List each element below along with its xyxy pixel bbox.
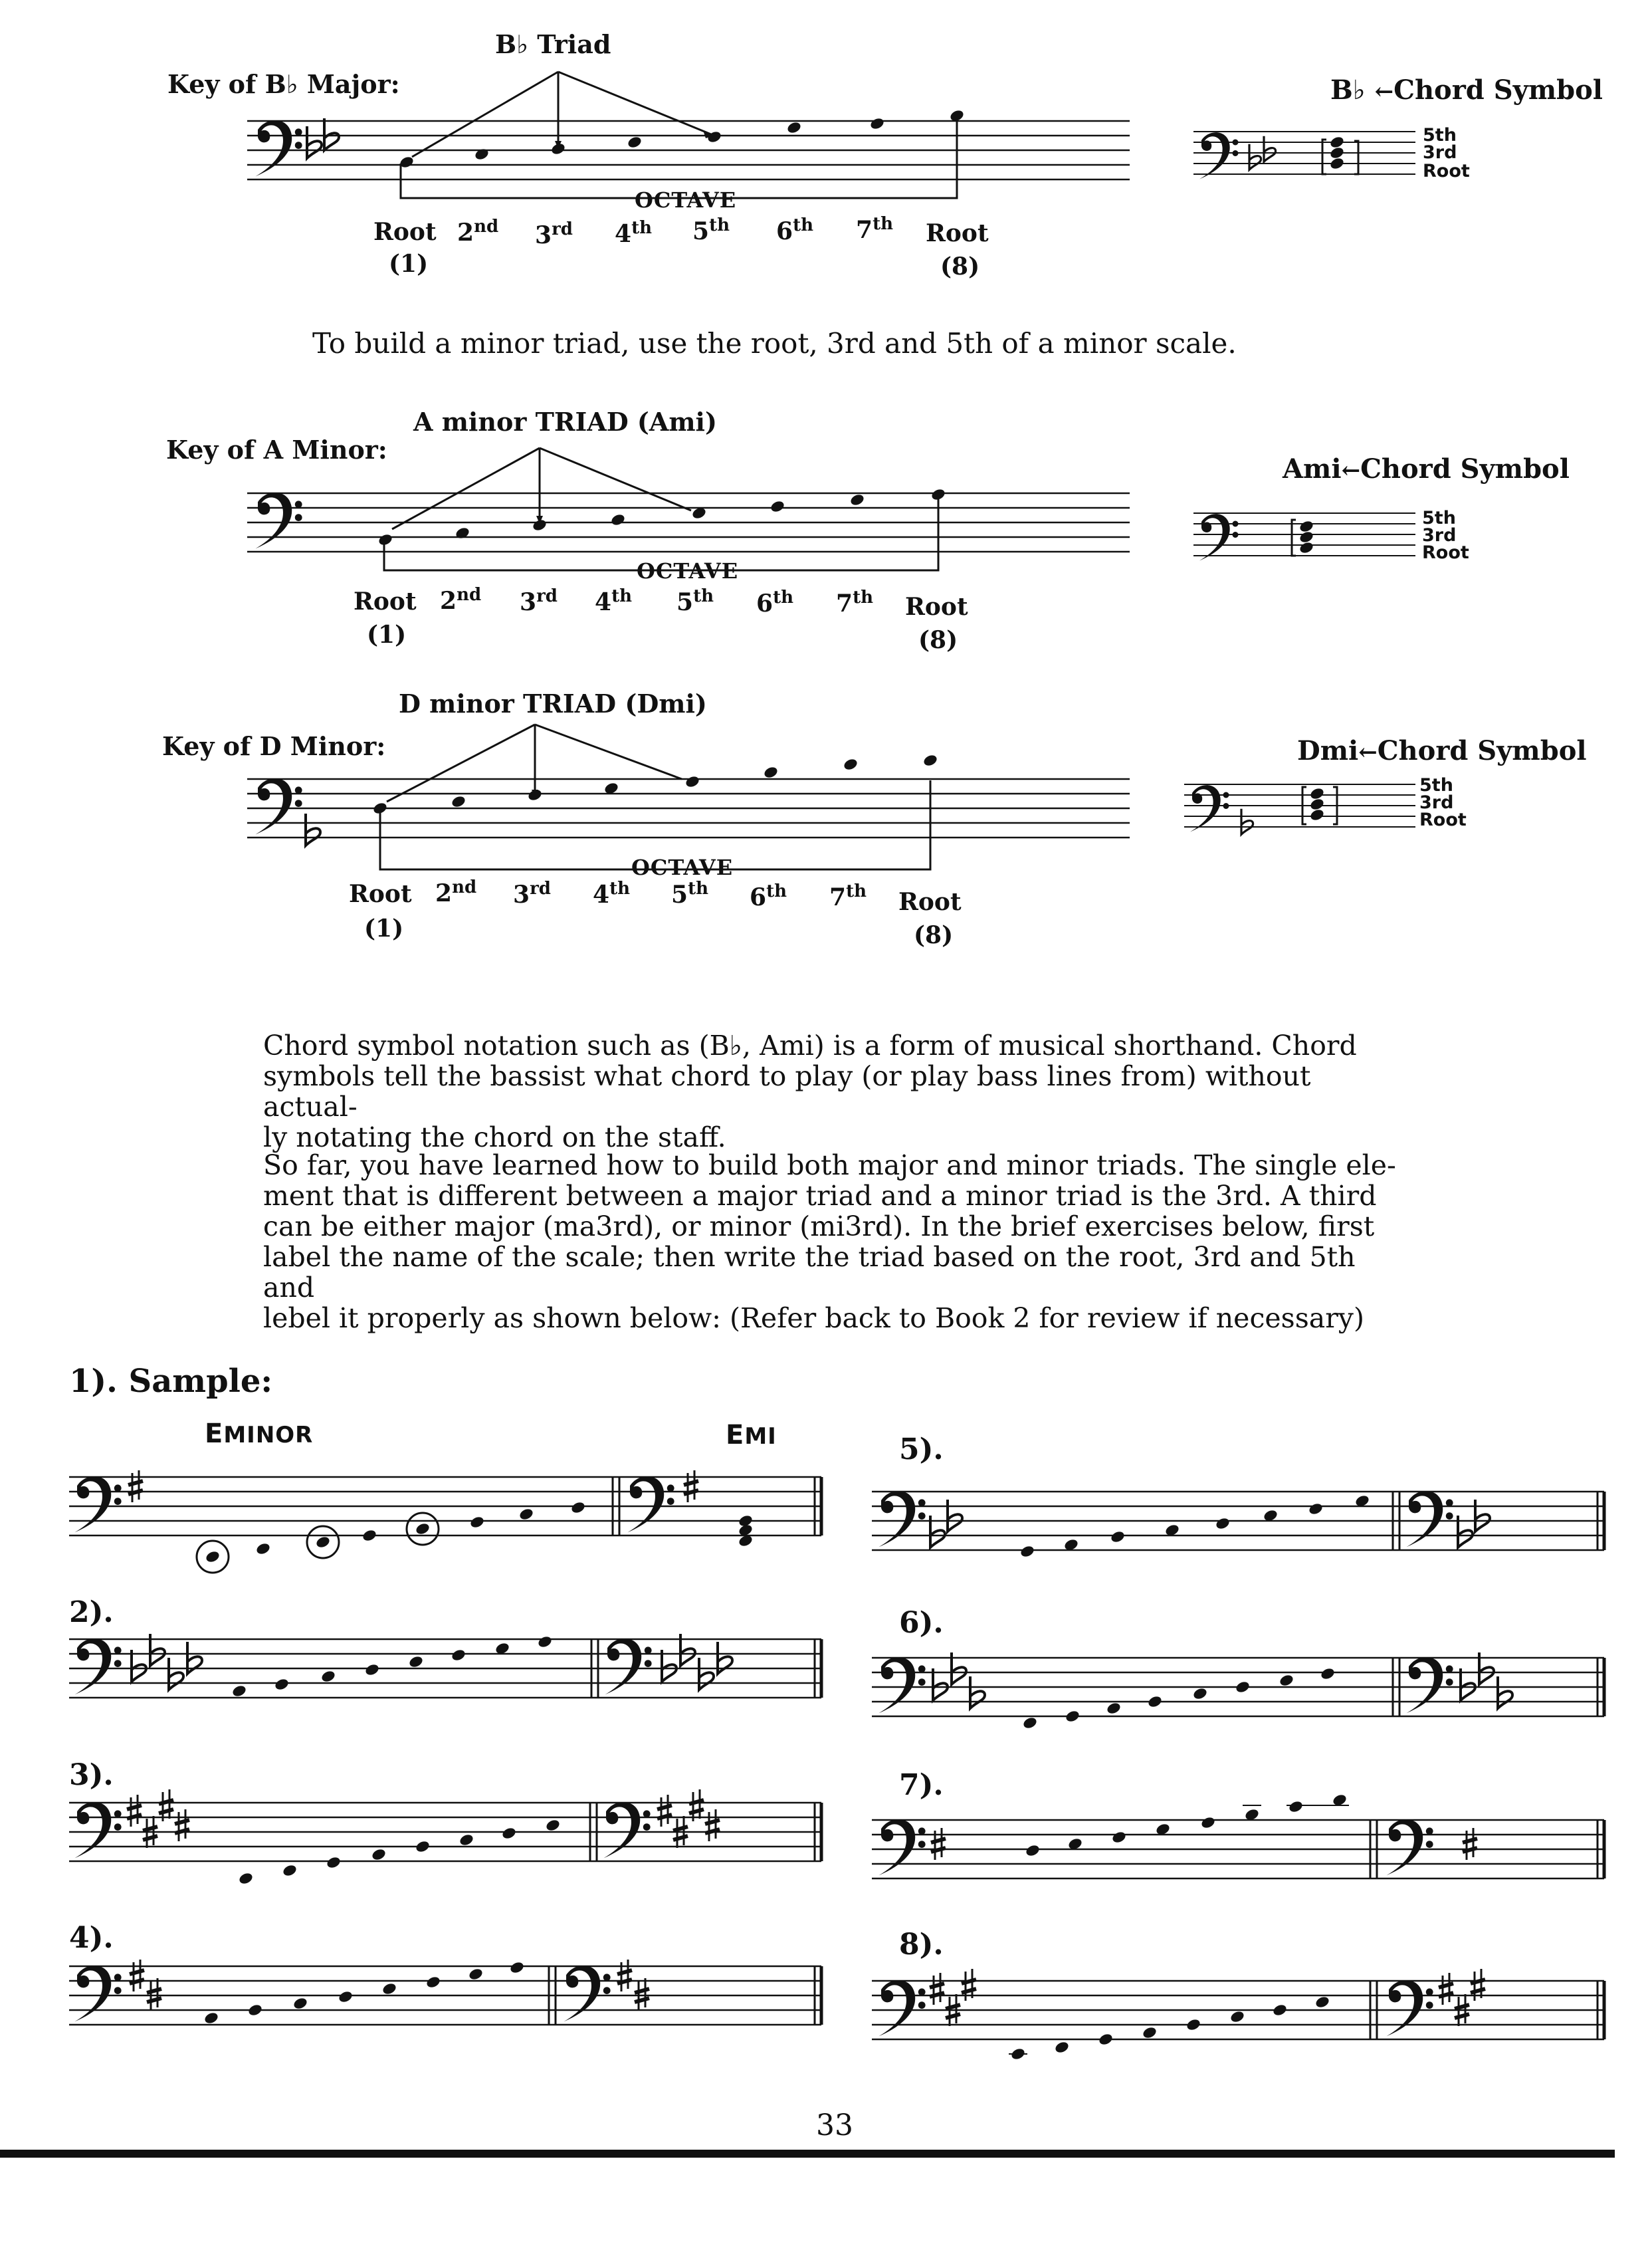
sample-scale-name: EMINOR: [205, 1418, 314, 1449]
ami-degree-1-num: (1): [367, 621, 407, 649]
exercise-5-label: 5).: [899, 1432, 944, 1466]
bb-degree-7th: 7th: [856, 214, 893, 244]
dmi-degree-6th: 6th: [750, 881, 787, 911]
triads-instruction-paragraph: So far, you have learned how to build both major and minor triads. The single ele- ment that is different between a major triad and a minor triad is the 3rd. A third can be either major (ma3rd), or minor (mi3rd). In the brief exercises below, first label the name of the scale; then write the triad based on the root, 3rd and 5th and lebel it properly as shown below: (Refer back to Book 2 for review if necessary): [263, 1149, 1396, 1334]
ami-staff: [247, 448, 1415, 570]
bb-scale-notes: [399, 108, 965, 169]
bb-chord-5th: 5th: [1423, 125, 1457, 146]
bb-major-staff: [247, 72, 1415, 198]
exercise-2-staff: [69, 1634, 821, 1698]
ami-chord-3rd: 3rd: [1422, 525, 1457, 546]
exercise-4-staff: [69, 1960, 821, 2025]
ami-chord-5th: 5th: [1422, 508, 1456, 528]
bb-chord-symbol: B♭ ←Chord Symbol: [1330, 74, 1603, 106]
exercise-6-staff: [872, 1652, 1604, 1730]
bb-degree-3rd: 3rd: [535, 219, 573, 249]
exercise-3-label: 3).: [69, 1758, 114, 1792]
bb-degree-root-8: Root: [926, 219, 989, 247]
exercise-8-staff: [872, 1969, 1604, 2061]
exercise-1-staff: [69, 1470, 821, 1573]
bb-degree-4th: 4th: [615, 218, 652, 248]
exercise-7-label: 7).: [899, 1768, 944, 1802]
ami-degree-5th: 5th: [676, 586, 714, 616]
ami-degree-8-num: (8): [918, 626, 958, 654]
exercise-3-staff: [69, 1789, 821, 1886]
exercise-1-sample-label: 1). Sample:: [69, 1363, 273, 1400]
bb-degree-5th: 5th: [692, 215, 730, 245]
ami-chord-root: Root: [1422, 542, 1469, 563]
dmi-degree-5th: 5th: [671, 879, 708, 909]
ami-degree-7th: 7th: [836, 588, 873, 618]
ami-degree-2nd: 2nd: [440, 585, 482, 615]
bb-key-label: Key of B♭ Major:: [167, 69, 400, 99]
exercise-6-label: 6).: [899, 1606, 944, 1640]
dmi-degree-1-num: (1): [364, 915, 404, 943]
dmi-chord-root: Root: [1419, 810, 1467, 830]
dmi-degree-root: Root: [349, 880, 412, 908]
chord-symbol-paragraph: Chord symbol notation such as (B♭, Ami) is a form of musical shorthand. Chord symbols tell the bassist what chord to play (or play bass lines from) without actual- ly notating the chord on the staff.: [263, 1030, 1357, 1153]
bb-octave-label: OCTAVE: [635, 187, 737, 213]
dmi-chord-symbol: Dmi←Chord Symbol: [1297, 735, 1587, 766]
bb-chord-root: Root: [1423, 161, 1470, 181]
bb-degree-6th: 6th: [776, 215, 813, 245]
dmi-degree-7th: 7th: [829, 881, 867, 911]
dmi-scale-notes: [372, 753, 938, 815]
exercise-8-label: 8).: [899, 1928, 944, 1962]
dmi-staff: [247, 725, 1415, 869]
ami-degree-4th: 4th: [595, 586, 632, 616]
dmi-degree-root-8: Root: [898, 888, 962, 916]
ami-degree-root: Root: [354, 588, 417, 616]
ami-degree-root-8: Root: [905, 593, 968, 621]
dmi-triad-title: D minor TRIAD (Dmi): [399, 689, 707, 719]
bb-degree-2nd: 2nd: [457, 217, 499, 247]
ami-degree-3rd: 3rd: [520, 586, 558, 616]
page-bottom-rule: [0, 2150, 1615, 2158]
exercise-5-staff: [872, 1491, 1604, 1559]
page-number: 33: [816, 2108, 853, 2142]
exercise-2-label: 2).: [69, 1595, 114, 1629]
exercise-4-label: 4).: [69, 1921, 114, 1955]
bb-chord-3rd: 3rd: [1423, 142, 1457, 163]
dmi-key-label: Key of D Minor:: [162, 731, 386, 761]
dmi-chord-5th: 5th: [1419, 775, 1453, 796]
sample-chord-name: EMI: [726, 1420, 777, 1450]
ami-degree-6th: 6th: [756, 588, 793, 618]
bb-degree-1-num: (1): [389, 250, 429, 278]
dmi-degree-3rd: 3rd: [513, 879, 551, 909]
dmi-degree-2nd: 2nd: [435, 877, 477, 907]
bb-degree-root: Root: [373, 218, 437, 246]
dmi-chord-3rd: 3rd: [1419, 792, 1454, 813]
minor-triad-instruction: To build a minor triad, use the root, 3rd and 5th of a minor scale.: [312, 327, 1237, 360]
dmi-degree-4th: 4th: [593, 879, 630, 909]
bb-degree-8-num: (8): [940, 253, 980, 281]
ami-triad-title: A minor TRIAD (Ami): [413, 407, 717, 437]
ami-chord-symbol: Ami←Chord Symbol: [1283, 453, 1570, 485]
bb-triad-title: B♭ Triad: [495, 29, 611, 59]
ami-key-label: Key of A Minor:: [166, 435, 387, 465]
dmi-degree-8-num: (8): [914, 921, 954, 949]
ami-octave-label: OCTAVE: [637, 558, 739, 584]
exercise-7-staff: [872, 1793, 1604, 1878]
dmi-octave-label: OCTAVE: [631, 855, 734, 880]
